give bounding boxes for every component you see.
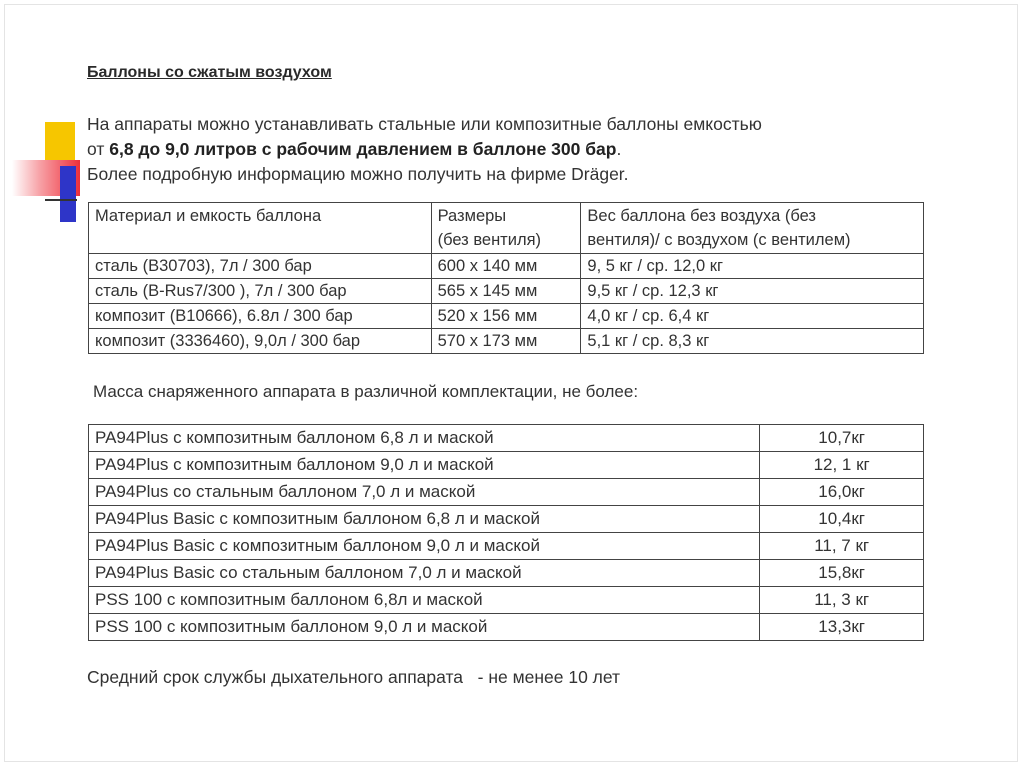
intro-line-3: Более подробную информацию можно получить на фирме Dräger. bbox=[87, 164, 629, 184]
configuration-cell: PA94Plus Basic с композитным баллоном 6,8 л и маской bbox=[89, 506, 760, 533]
configuration-cell: PA94Plus Basic с композитным баллоном 9,0 л и маской bbox=[89, 533, 760, 560]
mass-cell: 15,8кг bbox=[760, 560, 924, 587]
mass-cell: 12, 1 кг bbox=[760, 452, 924, 479]
header-cell bbox=[581, 203, 924, 254]
table-row bbox=[89, 452, 924, 479]
table-row bbox=[89, 479, 924, 506]
page-title: Баллоны со сжатым воздухом bbox=[87, 64, 332, 81]
intro-paragraph bbox=[87, 112, 762, 187]
cylinder-table-header bbox=[89, 203, 924, 254]
table-cell: композит (В10666), 6.8л / 300 бар bbox=[89, 304, 432, 329]
mass-cell: 10,7кг bbox=[760, 425, 924, 452]
table-row bbox=[89, 587, 924, 614]
table-row bbox=[89, 329, 924, 354]
table-row bbox=[89, 506, 924, 533]
configuration-cell: PSS 100 с композитным баллоном 6,8л и маской bbox=[89, 587, 760, 614]
header-text: Вес баллона без воздуха (без bbox=[587, 207, 816, 225]
decor-line bbox=[45, 199, 77, 201]
decor-yellow-square bbox=[45, 122, 75, 162]
table-cell: 4,0 кг / ср. 6,4 кг bbox=[581, 304, 924, 329]
configuration-cell: PA94Plus с композитным баллоном 9,0 л и маской bbox=[89, 452, 760, 479]
mass-table bbox=[88, 424, 924, 641]
mass-cell: 13,3кг bbox=[760, 614, 924, 641]
configuration-cell: PSS 100 с композитным баллоном 9,0 л и маской bbox=[89, 614, 760, 641]
header-cell bbox=[431, 203, 581, 254]
table-row bbox=[89, 254, 924, 279]
service-life-note: Средний срок службы дыхательного аппарата - не менее 10 лет bbox=[87, 667, 621, 687]
table-cell: сталь (В-Rus7/300 ), 7л / 300 бар bbox=[89, 279, 432, 304]
table-cell: 565 х 145 мм bbox=[431, 279, 581, 304]
intro-line-2-prefix: от bbox=[87, 139, 110, 159]
cylinder-table bbox=[88, 202, 924, 354]
header-text: Размеры bbox=[437, 207, 507, 225]
intro-line-2-suffix: . bbox=[616, 139, 622, 159]
table-row bbox=[89, 560, 924, 587]
intro-line-1: На аппараты можно устанавливать стальные или композитные баллоны емкостью bbox=[87, 114, 762, 134]
mass-cell: 11, 3 кг bbox=[760, 587, 924, 614]
header-text: Материал и емкость баллона bbox=[95, 207, 322, 225]
mass-cell: 11, 7 кг bbox=[760, 533, 924, 560]
mass-cell: 16,0кг bbox=[760, 479, 924, 506]
configuration-cell: PA94Plus с композитным баллоном 6,8 л и маской bbox=[89, 425, 760, 452]
configuration-cell: PA94Plus со стальным баллоном 7,0 л и маской bbox=[89, 479, 760, 506]
header-text: вентиля)/ с воздухом (с вентилем) bbox=[587, 231, 851, 249]
table-cell: 570 х 173 мм bbox=[431, 329, 581, 354]
table-row bbox=[89, 533, 924, 560]
table-cell: композит (3336460), 9,0л / 300 бар bbox=[89, 329, 432, 354]
table-cell: сталь (В30703), 7л / 300 бар bbox=[89, 254, 432, 279]
table-cell: 600 х 140 мм bbox=[431, 254, 581, 279]
mass-caption: Масса снаряженного аппарата в различной комплектации, не более: bbox=[93, 382, 639, 401]
table-cell: 5,1 кг / ср. 8,3 кг bbox=[581, 329, 924, 354]
header-text: (без вентиля) bbox=[437, 231, 542, 249]
intro-line-2-bold: 6,8 до 9,0 литров с рабочим давлением в баллоне 300 бар bbox=[109, 139, 617, 159]
table-cell: 9,5 кг / ср. 12,3 кг bbox=[581, 279, 924, 304]
table-row bbox=[89, 425, 924, 452]
header-cell bbox=[89, 203, 432, 254]
table-row bbox=[89, 279, 924, 304]
decor-blue-bar bbox=[60, 166, 76, 222]
table-cell: 9, 5 кг / ср. 12,0 кг bbox=[581, 254, 924, 279]
configuration-cell: PA94Plus Basic со стальным баллоном 7,0 л и маской bbox=[89, 560, 760, 587]
table-row bbox=[89, 304, 924, 329]
intro-line-2 bbox=[87, 137, 762, 162]
mass-cell: 10,4кг bbox=[760, 506, 924, 533]
table-row bbox=[89, 614, 924, 641]
table-cell: 520 х 156 мм bbox=[431, 304, 581, 329]
